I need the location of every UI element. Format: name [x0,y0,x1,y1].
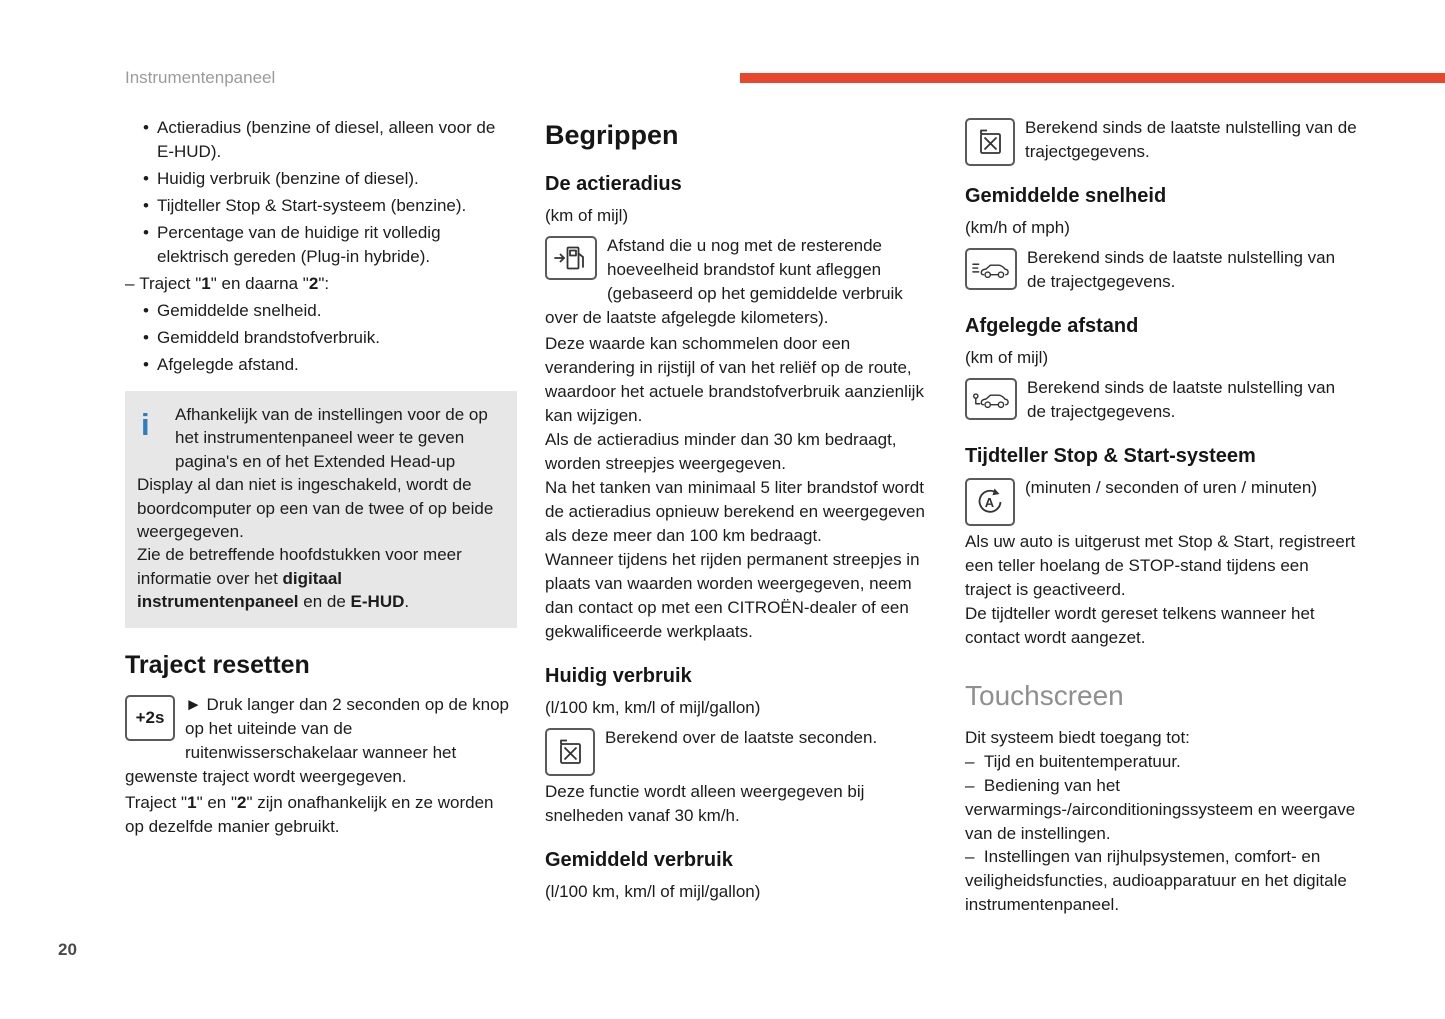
subheading-tijdteller-stop-start: Tijdteller Stop & Start-systeem [965,445,1256,468]
afgelegde-afstand-definition [965,376,1357,424]
section-heading-touchscreen: Touchscreen [965,680,1124,712]
reset-note-segment: Traject " [125,792,188,812]
huidig-verbruik-definition-text: Berekend over de laatste seconden. [605,727,878,747]
reset-instruction [125,693,517,789]
page-header: Instrumentenpaneel [125,68,276,87]
trip-number: 1 [201,273,211,293]
unit-line: (km of mijl) [545,206,629,226]
trip-data-list [125,299,517,377]
press-2s-label: +2s [135,708,165,728]
section-heading-begrippen: Begrippen [545,120,679,150]
info-text-bold: E-HUD [350,592,405,612]
actieradius-definition-text: Afstand die u nog met de resterende hoeveelheid brandstof kunt afleggen (gebaseerd op het gemiddelde verbruik over de laatste afgelegde kilometers). [545,236,903,328]
column-middle [545,116,937,910]
gemiddeld-verbruik-definition-text: Berekend sinds de laatste nulstelling van de trajectgegevens. [1025,118,1357,161]
fuel-range-icon-glyph [553,244,589,272]
fuel-range-icon [545,236,597,280]
column-right [965,116,1357,917]
list-item: • Gemiddelde snelheid. [143,299,517,323]
info-icon: i [141,406,150,442]
trip-intro-pre: Traject " [139,273,202,293]
touchscreen-item: – Instellingen van rijhulpsystemen, comfort- en veiligheidsfuncties, audioapparatuur en het digitale instrumentenpaneel. [965,845,1357,917]
trip-number: 1 [187,792,197,812]
subheading-gemiddelde-snelheid: Gemiddelde snelheid [965,184,1167,207]
fuel-can-icon-glyph [555,737,585,767]
list-item: • Gemiddeld brandstofverbruik. [143,326,517,350]
press-2s-icon [125,695,175,741]
section-heading-traject-resetten: Traject resetten [125,650,310,679]
fuel-can-icon-glyph [975,127,1005,157]
accent-bar [740,73,1445,83]
list-item: • Actieradius (benzine of diesel, alleen voor de E-HUD). [143,116,517,164]
body-paragraph: Deze functie wordt alleen weergegeven bij snelheden vanaf 30 km/h. [545,781,865,825]
car-speed-icon-glyph [972,258,1010,280]
touchscreen-item: – Tijd en buitentemperatuur. [965,750,1357,774]
tijdteller-definition-text: (minuten / seconden of uren / minuten) [1025,478,1317,498]
reset-instruction-text: ► Druk langer dan 2 seconden op de knop op het uiteinde van de ruitenwisserschakelaar wanneer het gewenste traject wordt weergegeven. [125,695,509,786]
list-item: • Huidig verbruik (benzine of diesel). [143,167,517,191]
info-text-segment: Zie de betreffende hoofdstukken voor meer informatie over het [137,545,462,588]
list-item: • Afgelegde afstand. [143,353,517,377]
body-paragraph: Als de actieradius minder dan 30 km bedraagt, worden streepjes weergegeven. [545,429,897,473]
info-text-bold: digitaal instrumentenpaneel [137,568,343,612]
trip-intro-mid: " en daarna " [210,273,309,293]
huidig-verbruik-definition [545,726,937,750]
subheading-huidig-verbruik: Huidig verbruik [545,664,692,687]
subheading-actieradius: De actieradius [545,173,682,196]
unit-line: (km/h of mph) [965,218,1070,238]
body-paragraph: Wanneer tijdens het rijden permanent streepjes in plaats van waarden worden weergegeven, neem dan contact op met een CITROËN-dealer of een gekwalificeerde werkplaats. [545,549,920,641]
gemiddeld-verbruik-definition [965,116,1357,164]
info-text [137,543,503,613]
info-text: Afhankelijk van de instellingen voor de op het instrumentenpaneel weer te geven pagina's en of het Extended Head-up Display al dan niet is ingeschakeld, wordt de boordcomputer op een van de twee of op beide weergegeven. [137,404,494,541]
unit-line: (km of mijl) [965,348,1049,368]
tijdteller-definition [965,476,1357,511]
instant-consumption-icon [545,728,595,776]
afgelegde-afstand-definition-text: Berekend sinds de laatste nulstelling van de trajectgegevens. [1027,378,1336,422]
reset-note [125,791,517,839]
list-item: • Percentage van de huidige rit volledig elektrisch gereden (Plug-in hybride). [143,221,517,269]
trip-number: 2 [237,792,247,812]
distance-travelled-icon [965,378,1017,420]
trip-intro-line [125,272,517,296]
info-text-segment: . [404,592,410,612]
actieradius-definition [545,234,937,330]
reset-note-segment: " en " [196,792,237,812]
info-box [125,391,517,628]
info-text-segment: en de [298,592,351,612]
stop-start-timer-icon [965,478,1015,526]
body-paragraph: De tijdteller wordt gereset telkens wanneer het contact wordt aangezet. [965,604,1315,648]
body-paragraph: Als uw auto is uitgerust met Stop & Start, registreert een teller hoelang de STOP-stand tijdens een traject is geactiveerd. [965,532,1356,600]
touchscreen-intro: Dit systeem biedt toegang tot: [965,727,1190,747]
stop-start-icon-glyph [975,487,1005,517]
unit-line: (l/100 km, km/l of mijl/gallon) [545,881,761,901]
trip-number: 2 [308,273,319,293]
column-left [125,116,517,839]
body-paragraph: Deze waarde kan schommelen door een verandering in rijstijl of van het reliëf op de route, waardoor het actuele brandstofverbruik aanzienlijk kan wijzigen. [545,334,924,425]
display-items-list [125,116,517,269]
reset-note-segment: " zijn onafhankelijk en ze worden op dezelfde manier gebruikt. [125,792,494,836]
trip-intro-end: ": [318,273,330,293]
car-distance-icon-glyph [972,388,1010,410]
gemiddelde-snelheid-definition-text: Berekend sinds de laatste nulstelling van de trajectgegevens. [1027,248,1336,292]
gemiddelde-snelheid-definition [965,246,1357,294]
page-number: 20 [58,940,77,959]
touchscreen-item: – Bediening van het verwarmings-/airconditioningssysteem en weergave van de instellingen. [965,774,1357,846]
unit-line: (l/100 km, km/l of mijl/gallon) [545,697,761,717]
list-item: • Tijdteller Stop & Start-systeem (benzine). [143,194,517,218]
svg-text:A: A [984,495,995,511]
average-speed-icon [965,248,1017,290]
body-paragraph: Na het tanken van minimaal 5 liter brandstof wordt de actieradius opnieuw berekend en weergegeven als deze meer dan 100 km bedraagt. [545,477,925,545]
subheading-afgelegde-afstand: Afgelegde afstand [965,315,1139,338]
subheading-gemiddeld-verbruik: Gemiddeld verbruik [545,848,733,871]
average-consumption-icon [965,118,1015,166]
